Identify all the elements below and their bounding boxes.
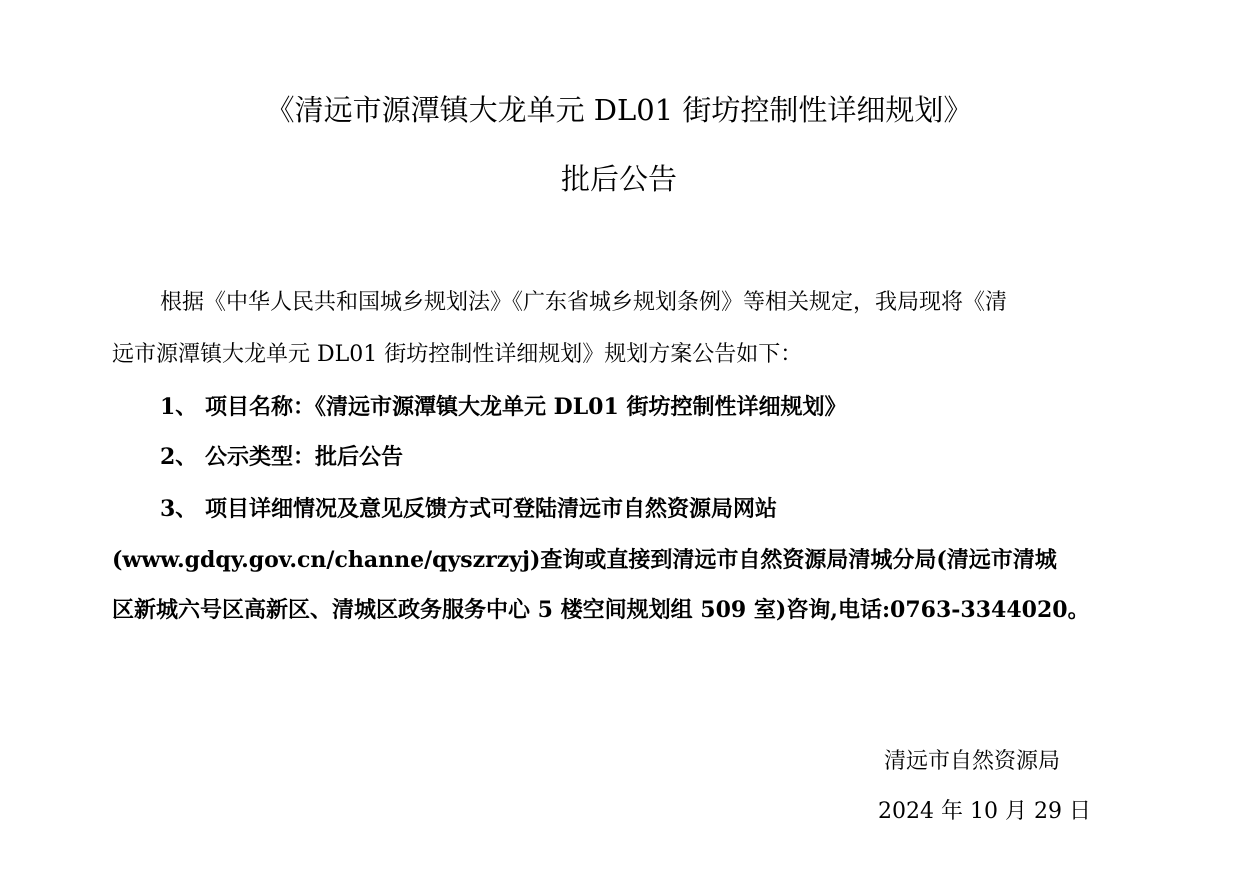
title-line-2: 批后公告 bbox=[560, 162, 677, 196]
intro-paragraph-line-2: 远市源潭镇大龙单元 DL01 街坊控制性详细规划》规划方案公告如下： bbox=[112, 342, 803, 367]
list-item-notice-type: 2、 公示类型：批后公告 bbox=[160, 444, 403, 470]
list-item-details: 3、 项目详细情况及意见反馈方式可登陆清远市自然资源局网站 bbox=[160, 496, 777, 522]
list-item-project-name: 1、 项目名称：《清远市源潭镇大龙单元 DL01 街坊控制性详细规划》 bbox=[160, 394, 847, 420]
signature-date: 2024 年 10 月 29 日 bbox=[878, 799, 1091, 824]
intro-paragraph-line-1: 根据《中华人民共和国城乡规划法》《广东省城乡规划条例》等相关规定，我局现将《清 bbox=[160, 290, 1008, 315]
title-line-1: 《清远市源潭镇大龙单元 DL01 街坊控制性详细规划》 bbox=[265, 93, 973, 127]
list-item-details-cont-2: 区新城六号区高新区、清城区政务服务中心 5 楼空间规划组 509 室)咨询,电话:0763-3344020。 bbox=[112, 597, 1090, 623]
signature-organization: 清远市自然资源局 bbox=[884, 749, 1061, 774]
list-item-details-cont-1: (www.gdqy.gov.cn/channe/qyszrzyj)查询或直接到清远市自然资源局清城分局(清远市清城 bbox=[112, 547, 1057, 573]
